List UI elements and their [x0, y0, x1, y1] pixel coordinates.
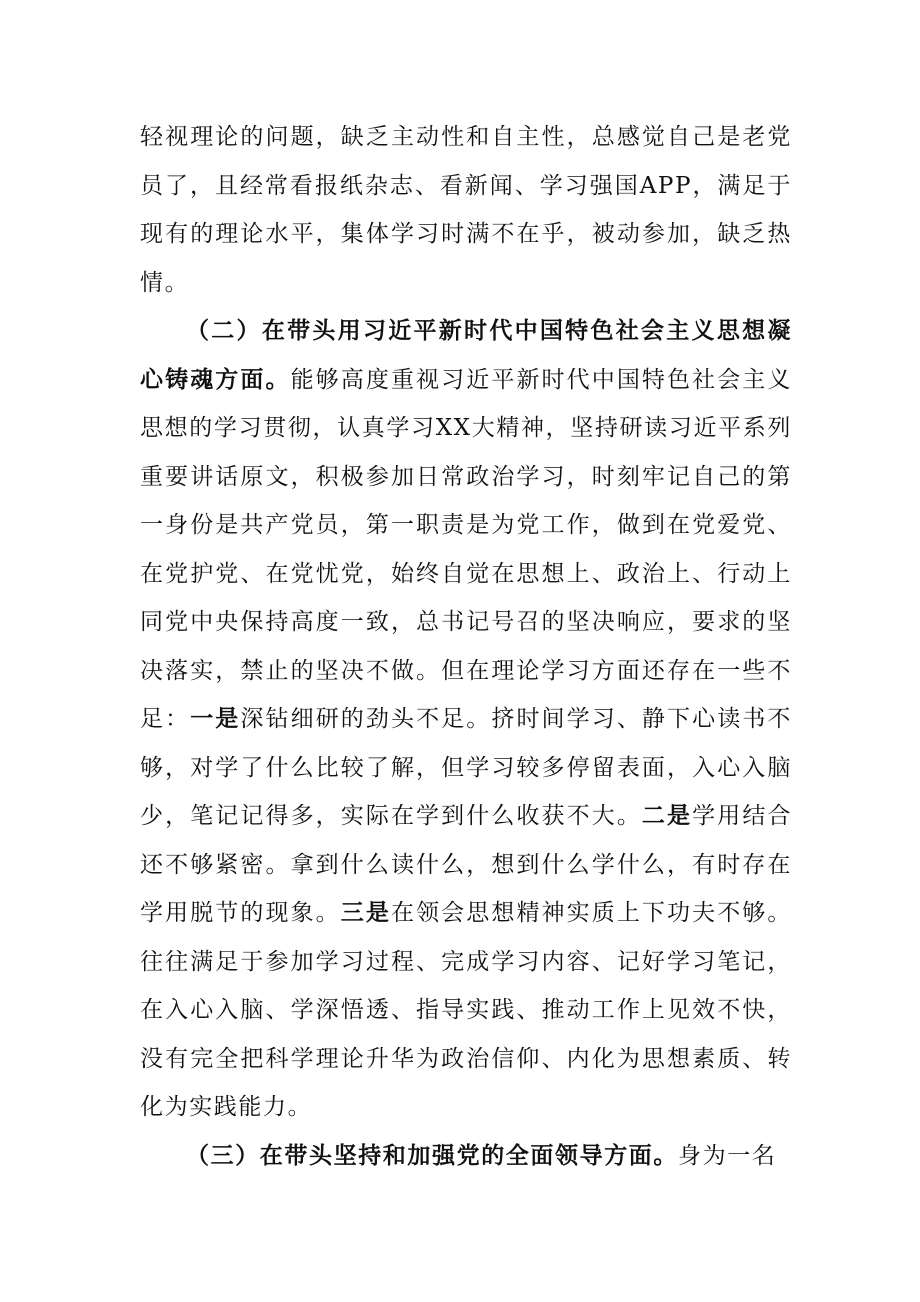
section-3-text: 身为一名	[678, 1142, 777, 1169]
section-3-heading: （三）在带头坚持和加强党的全面领导方面。	[186, 1141, 678, 1169]
point-3-label: 三是	[340, 899, 391, 926]
point-2-label: 二是	[641, 802, 693, 829]
section-2-intro: 能够高度重视习近平新时代中国特色社会主义思想的学习贯彻，认真学习XX大精神，坚持研读习近平系列重要讲话原文，积极参加日常政治学习，时刻牢记自己的第一身份是共产党员，第一职责是为党工作，做到在党爱党、在党护党、在党忧党，始终自觉在思想上、政治上、行动上同党中央保持高度一致，总书记号召的坚决响应，要求的坚决落实，禁止的坚决不做。但在理论学习方面还存在一些不足：	[140, 366, 792, 732]
paragraph-2	[140, 307, 792, 1132]
paragraph-1-text: 轻视理论的问题，缺乏主动性和自主性，总感觉自己是老党员了，且经常看报纸杂志、看新闻、学习强国APP，满足于现有的理论水平，集体学习时满不在乎，被动参加，缺乏热情。	[140, 124, 792, 296]
paragraph-3	[140, 1132, 792, 1181]
section-2-heading: （二）在带头用习近平新时代中国特色社会主义思想凝心铸魂方面。	[140, 317, 792, 393]
point-1-text: 深钻细研的劲头不足。挤时间学习、静下心读书不够，对学了什么比较了解，但学习较多停留表面，入心入脑少，笔记记得多，实际在学到什么收获不大。	[140, 706, 793, 829]
point-3-text: 在领会思想精神实质上下功夫不够。往往满足于参加学习过程、完成学习内容、记好学习笔记，在入心入脑、学深悟透、指导实践、推动工作上见效不快，没有完全把科学理论升华为政治信仰、内化为思想素质、转化为实践能力。	[140, 900, 792, 1120]
point-2-text: 学用结合还不够紧密。拿到什么读什么，想到什么学什么，有时存在学用脱节的现象。	[140, 803, 793, 926]
point-1-label: 一是	[190, 705, 241, 732]
paragraph-1	[140, 113, 792, 307]
